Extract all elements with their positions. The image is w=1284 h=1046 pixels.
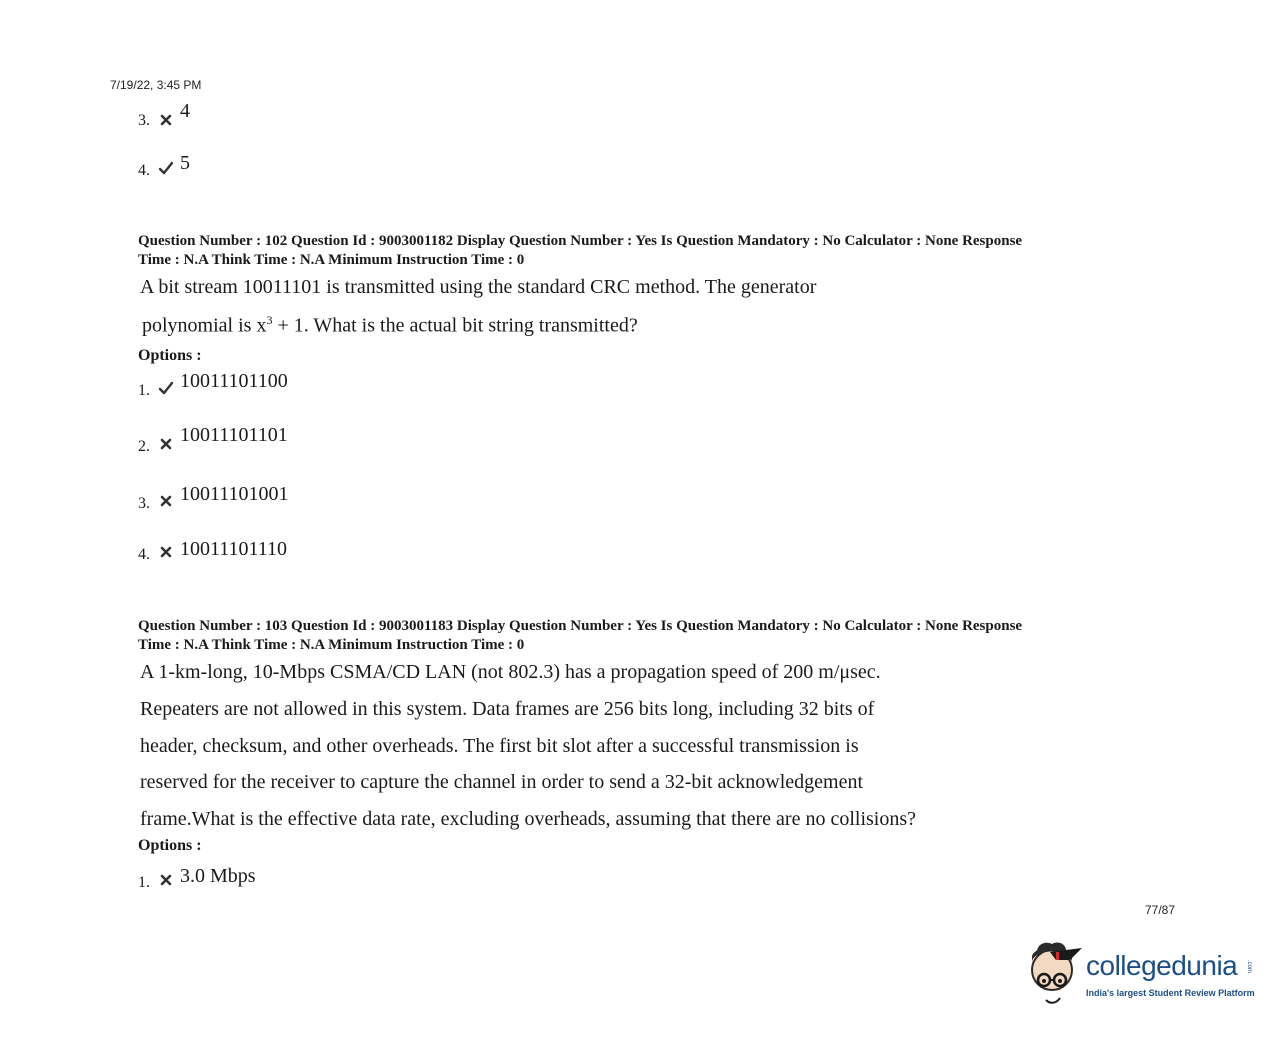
option-number: 1.: [138, 382, 150, 399]
options-label: Options :: [138, 837, 202, 854]
print-timestamp: 7/19/22, 3:45 PM: [110, 78, 202, 92]
logo-wordmark: collegedunia: [1086, 950, 1238, 981]
question-meta-line: Question Number : 103 Question Id : 9003001183 Display Question Number : Yes Is Question Mandatory : No Calculator : None Response: [138, 618, 1023, 634]
option-text: 10011101100: [180, 370, 288, 392]
logo-domain: .com: [1246, 960, 1252, 974]
checkmark-icon: [158, 380, 174, 396]
options-label: Options :: [138, 347, 202, 364]
cross-icon: [158, 112, 174, 128]
question-text-part: polynomial is x: [142, 314, 267, 337]
question-meta-line: Question Number : 102 Question Id : 9003001182 Display Question Number : Yes Is Question Mandatory : No Calculator : None Response: [138, 233, 1023, 249]
option-number: 4.: [138, 162, 150, 179]
question-meta: [138, 232, 1138, 270]
question-meta-line: Time : N.A Think Time : N.A Minimum Instruction Time : 0: [138, 637, 525, 653]
option-number: 3.: [138, 495, 150, 512]
question-text-line: A bit stream 10011101 is transmitted using the standard CRC method. The generator: [140, 276, 817, 298]
option-number: 3.: [138, 112, 150, 129]
logo-tagline: India's largest Student Review Platform: [1086, 988, 1255, 998]
cross-icon: [158, 436, 174, 452]
option-text: 10011101110: [180, 538, 288, 560]
option-text: 5: [180, 152, 190, 174]
option-text: 3.0 Mbps: [180, 865, 256, 887]
question-text-line: reserved for the receiver to capture the channel in order to send a 32-bit acknowledgement: [140, 771, 864, 793]
question-text-line: header, checksum, and other overheads. The first bit slot after a successful transmission is: [140, 735, 859, 757]
cross-icon: [158, 872, 174, 888]
option-number: 2.: [138, 438, 150, 455]
question-text-line: frame.What is the effective data rate, excluding overheads, assuming that there are no collisions?: [140, 808, 916, 830]
question-meta-line: Time : N.A Think Time : N.A Minimum Instruction Time : 0: [138, 252, 525, 268]
option-number: 4.: [138, 546, 150, 563]
cross-icon: [158, 493, 174, 509]
collegedunia-logo: [1020, 938, 1260, 1008]
superscript-exponent: 3: [266, 313, 273, 327]
cross-icon: [158, 544, 174, 560]
checkmark-icon: [158, 160, 174, 176]
option-number: 1.: [138, 874, 150, 891]
question-meta: [138, 617, 1138, 655]
question-text-line: A 1-km-long, 10-Mbps CSMA/CD LAN (not 802.3) has a propagation speed of 200 m/μsec.: [140, 661, 881, 683]
mascot-icon: [1020, 938, 1086, 1008]
option-text: 4: [180, 100, 190, 122]
question-text-line: Repeaters are not allowed in this system. Data frames are 256 bits long, including 32 bits of: [140, 698, 875, 720]
question-text-line: [142, 313, 638, 338]
option-text: 10011101101: [180, 424, 288, 446]
option-text: 10011101001: [180, 483, 289, 505]
question-text-part: + 1. What is the actual bit string transmitted?: [272, 314, 638, 337]
page-number: 77/87: [1145, 903, 1176, 917]
